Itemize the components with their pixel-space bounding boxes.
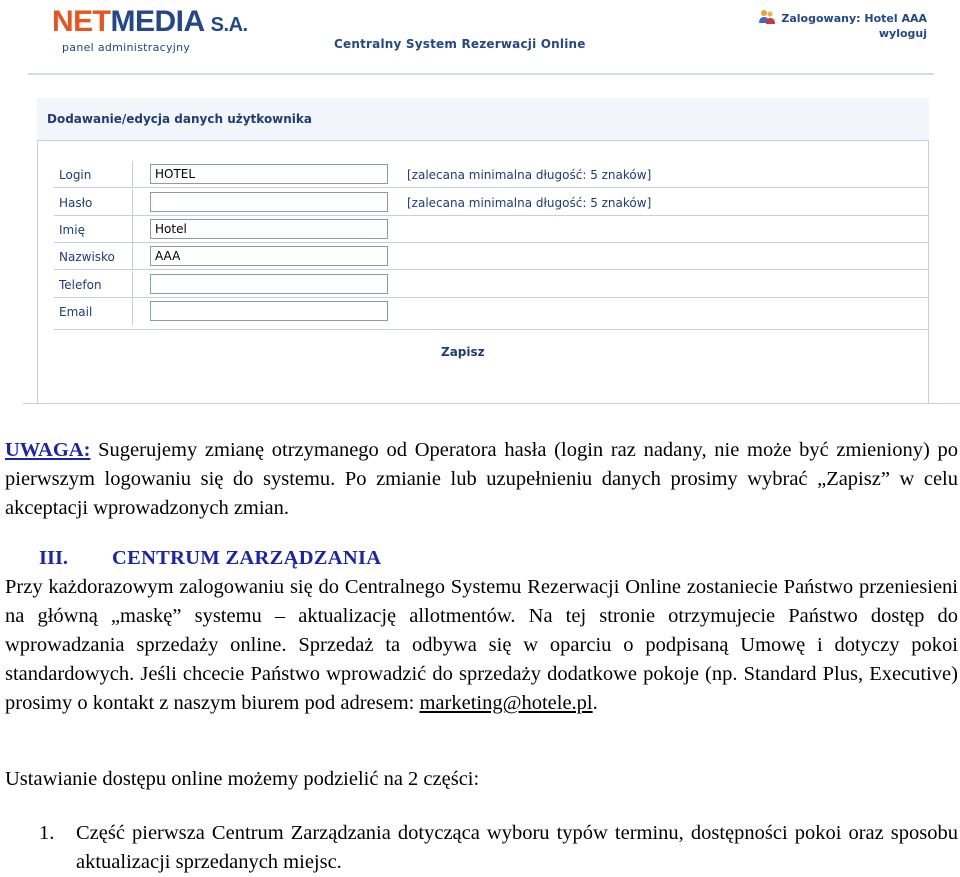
email-input[interactable] [150, 301, 388, 321]
form-row-login [54, 161, 929, 188]
first-name-input[interactable]: Hotel [150, 219, 388, 239]
last-name-input[interactable]: AAA [150, 246, 388, 266]
email-label: Email [59, 305, 93, 319]
warning-label: UWAGA: [5, 439, 91, 461]
column-divider [132, 161, 133, 188]
password-hint: [zalecana minimalna długość: 5 znaków] [407, 196, 652, 210]
logo-sa-text: S.A. [210, 14, 248, 36]
system-title: Centralny System Rezerwacji Online [334, 37, 586, 51]
section-body [5, 573, 958, 718]
form-row-last-name [54, 243, 929, 270]
first-name-label: Imię [59, 223, 85, 237]
phone-label: Telefon [59, 278, 102, 292]
form-row-email [54, 298, 929, 325]
email-link[interactable]: marketing@hotele.pl [419, 692, 593, 714]
netmedia-logo [52, 6, 248, 54]
logout-link[interactable]: wyloguj [878, 27, 927, 40]
column-divider [132, 189, 133, 216]
logged-in-label: Zalogowany: Hotel AAA [781, 12, 927, 25]
form-header [37, 98, 929, 141]
intro-line: Ustawianie dostępu online możemy podzielić na 2 części: [5, 768, 480, 790]
section-title: CENTRUM ZARZĄDZANIA [112, 547, 382, 569]
column-divider [132, 271, 133, 298]
column-divider [132, 298, 133, 325]
phone-input[interactable] [150, 274, 388, 294]
save-area [54, 329, 929, 403]
list-item-number: 1. [39, 822, 55, 844]
form-row-password [54, 189, 929, 216]
form-bottom-divider [23, 403, 960, 404]
save-button[interactable]: Zapisz [441, 345, 485, 359]
section-body-end: . [592, 692, 598, 714]
logo-media-text: MEDIA [110, 5, 205, 38]
users-icon [759, 9, 775, 25]
logo-subtitle: panel administracyjny [62, 41, 191, 54]
password-label: Hasło [59, 196, 93, 210]
column-divider [132, 216, 133, 243]
login-hint: [zalecana minimalna długość: 5 znaków] [407, 168, 652, 182]
user-box [759, 9, 927, 41]
list-item-text: Część pierwsza Centrum Zarządzania dotycząca wyboru typów terminu, dostępności pokoi oraz sposobu aktualizacji sprzedanych miejsc. [76, 822, 958, 873]
warning-text: Sugerujemy zmianę otrzymanego od Operatora hasła (login raz nadany, nie może być zmieniony) po pierwszym logowaniu się do systemu. Po zmianie lub uzupełnieniu danych prosimy wybrać „Zapisz” w celu akceptacji wprowadzonych zmian. [5, 439, 958, 519]
form-row-phone [54, 271, 929, 298]
user-data-form [37, 98, 929, 404]
password-input[interactable] [150, 192, 388, 212]
header-divider [28, 73, 934, 75]
row-divider [54, 329, 929, 330]
last-name-label: Nazwisko [59, 250, 115, 264]
row-divider [54, 269, 929, 270]
login-input[interactable]: HOTEL [150, 164, 388, 184]
login-label: Login [59, 168, 92, 182]
section-number: III. [39, 547, 69, 569]
column-divider [132, 243, 133, 270]
row-divider [54, 187, 929, 188]
section-body-text: Przy każdorazowym zalogowaniu się do Centralnego Systemu Rezerwacji Online zostaniecie Państwo przeniesieni na główną „maskę” systemu – aktualizację allotmentów. Na tej stronie otrzymujecie Państwo dostęp do wprowadzania sprzedaży online. Sprzedaż ta odbywa się w oparciu o podpisaną Umowę i dotyczy pokoi standardowych. Jeśli chcecie Państwo wprowadzić do sprzedaży dodatkowe pokoje (np. Standard Plus, Executive) prosimy o kontakt z naszym biurem pod adresem: [5, 576, 958, 714]
warning-paragraph [5, 436, 958, 523]
form-row-first-name [54, 216, 929, 243]
logo-net-text: NET [52, 5, 111, 38]
form-title: Dodawanie/edycja danych użytkownika [47, 112, 313, 126]
